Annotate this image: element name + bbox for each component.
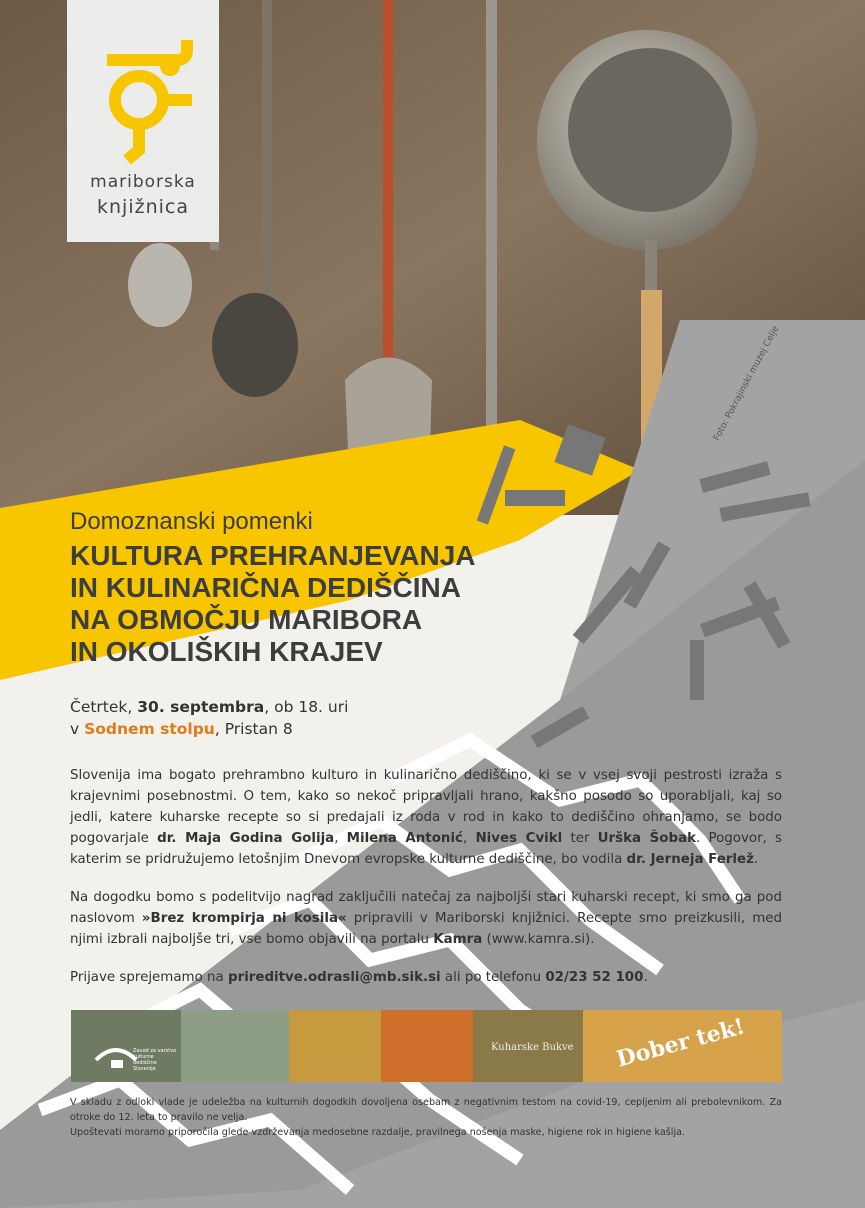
registration-email[interactable]: prireditve.odrasli@mb.sik.si <box>228 970 441 985</box>
speaker-name: Nives Cvikl <box>475 831 563 846</box>
event-title-line: KULTURA PREHRANJEVANJA <box>70 540 476 571</box>
event-title-block <box>70 508 476 668</box>
event-datetime <box>70 696 348 740</box>
logo-line2: knjižnica <box>97 196 189 218</box>
moderator-name: dr. Jerneja Ferlež <box>626 852 754 867</box>
library-logo-icon <box>67 0 219 170</box>
book-label: Kuharske Bukve <box>491 1042 574 1053</box>
library-logo <box>67 0 219 242</box>
strip-image-org <box>71 1010 181 1082</box>
registration-info: Prijave sprejemamo na prireditve.odrasli@mb.sik.si ali po telefonu 02/23 52 100. <box>70 970 648 985</box>
description-paragraph: Na dogodku bomo s podelitvijo nagrad zaključili natečaj za najboljši stari kuharski recept, ki smo ga pod naslovom »Brez krompirja ni kosila« pripravili v Mariborski knjižnici. Recepte smo preizkusili, med njimi izbrali najboljše tri, vse bomo objavili na portalu Kamra (www.kamra.si). <box>70 890 783 947</box>
event-title-line: IN KULINARIČNA DEDIŠČINA <box>70 572 461 603</box>
strip-image-eu <box>181 1010 289 1082</box>
event-subtitle: Domoznanski pomenki <box>70 508 313 535</box>
note-line: V skladu z odloki vlade je udeležba na kulturnih dogodkih dovoljena osebam z negativnim testom na covid-19, cepljenim ali prebolevnikom. Za otroke do 12. leta to pravilo ne velja. <box>70 1097 782 1123</box>
strip-image-book <box>473 1010 583 1082</box>
event-day: Četrtek, <box>70 698 138 716</box>
slogan: Dober tek! <box>613 1013 748 1073</box>
strip-image-dober-tek <box>583 1010 782 1082</box>
event-venue: Sodnem stolpu <box>84 720 215 738</box>
speaker-name: Milena Antonić <box>346 831 463 846</box>
note-line: Upoštevati moramo priporočila glede vzdrževanja medosebne razdalje, pravilnega nošenja maske, higiene rok in higiene kašlja. <box>70 1127 686 1138</box>
event-description <box>70 765 782 1005</box>
speaker-name: dr. Maja Godina Golija <box>157 831 335 846</box>
strip-image-grain <box>289 1010 381 1082</box>
photo-credit: Foto: Pokrajinski muzej Celje <box>712 324 782 443</box>
logo-line1: mariborska <box>90 172 196 192</box>
event-time: , ob 18. uri <box>264 698 349 716</box>
covid-notes <box>70 1095 782 1140</box>
event-title-line: NA OBMOČJU MARIBORA <box>70 604 423 635</box>
heritage-image-strip <box>71 1010 782 1082</box>
event-date: 30. septembra <box>137 698 265 716</box>
venue-prefix: v <box>70 720 85 738</box>
contest-name: »Brez krompirja ni kosila« <box>141 911 347 926</box>
speaker-name: Urška Šobak <box>597 831 697 846</box>
event-address: , Pristan 8 <box>214 720 293 738</box>
event-title-line: IN OKOLIŠKIH KRAJEV <box>70 636 383 667</box>
portal-name: Kamra <box>433 932 483 947</box>
strip-image-rooster <box>381 1010 473 1082</box>
org-label: Zavod za varstvo kulturne dediščine Slovenije <box>133 1048 177 1072</box>
registration-phone[interactable]: 02/23 52 100 <box>545 970 644 985</box>
description-paragraph: Slovenija ima bogato prehrambno kulturo in kulinarično dediščino, ki se v vsej svoji pestrosti izraža s krajevnimi posebnostmi. O tem, kako so nekoč pripravljali hrano, kakšno posodo so uporabljali, kaj so jedli, katere kuharske recepte so si predajali iz roda v rod in kako to dediščino ohranjamo, se bodo pogovarjale dr. Maja Godina Golija, Milena Antonić, Nives Cvikl ter Urška Šobak. Pogovor, s katerim se pridružujemo letošnjim Dnevom evropske kulturne dediščine, bo vodila dr. Jerneja Ferlež. <box>70 768 782 867</box>
